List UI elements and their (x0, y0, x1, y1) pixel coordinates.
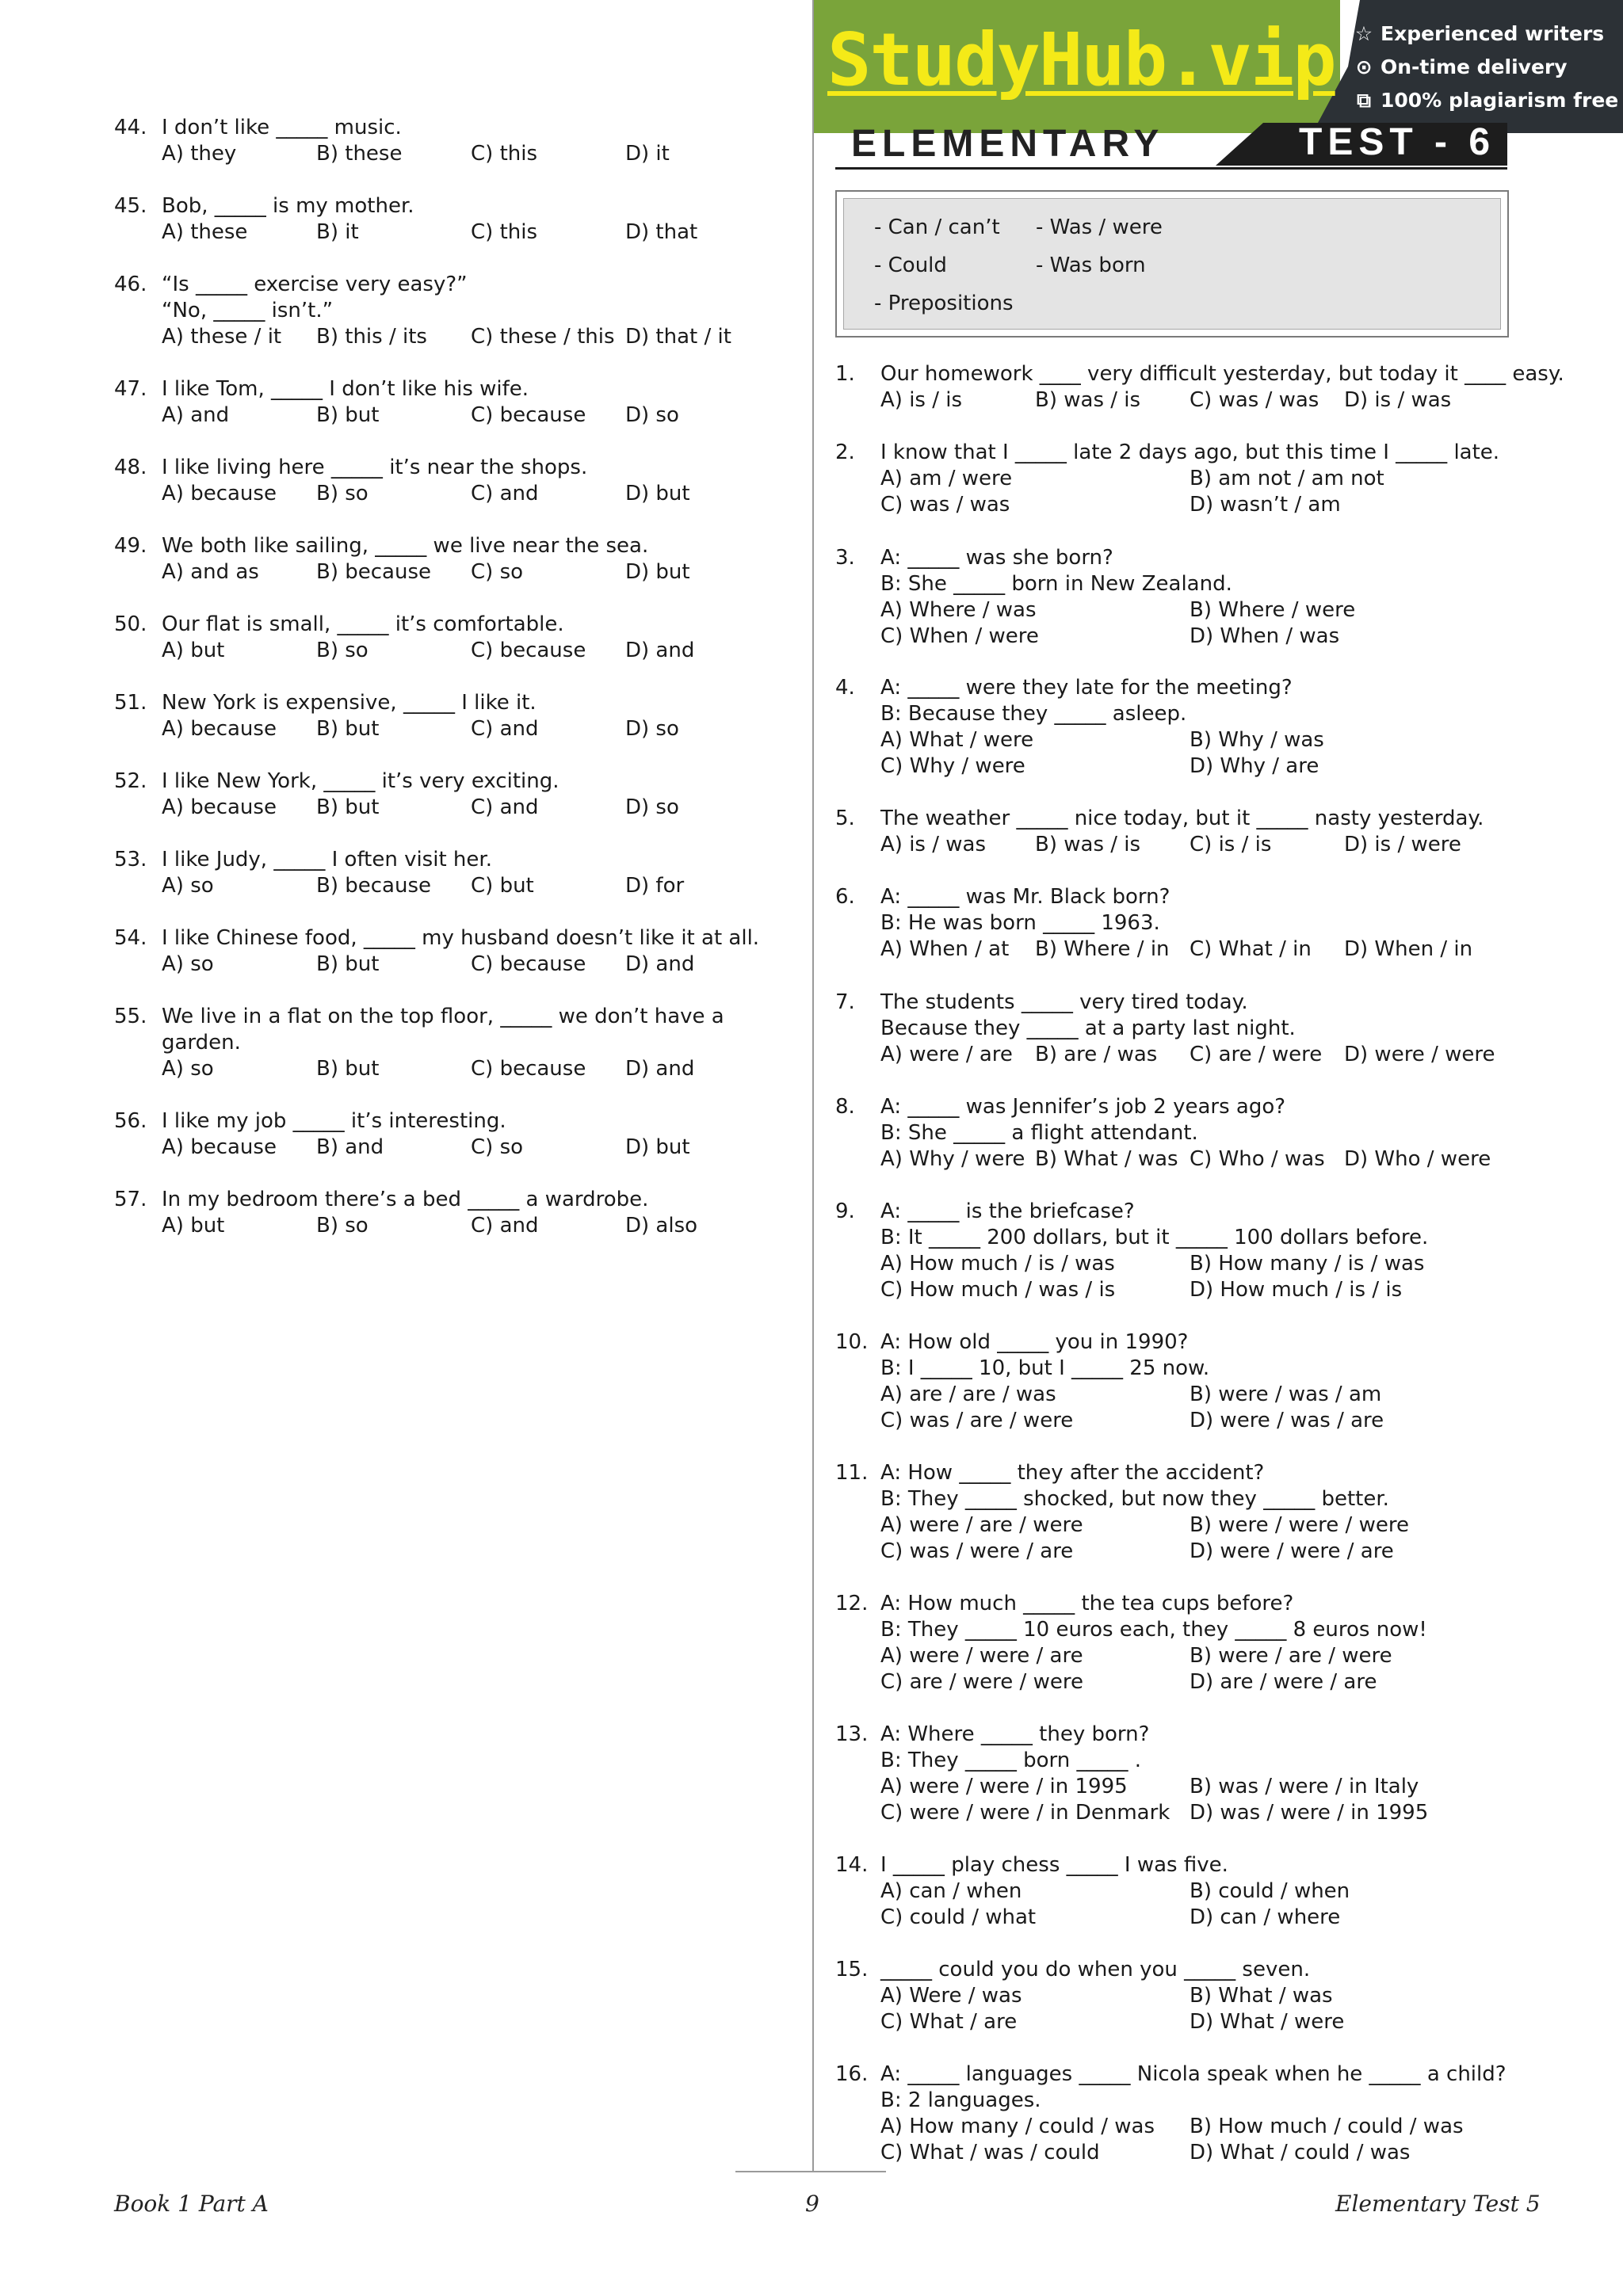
answer-option[interactable]: D) and (625, 952, 695, 976)
badge-plagiarism-free (1352, 89, 1618, 113)
answer-options (880, 1251, 1514, 1303)
answer-options (880, 1382, 1514, 1434)
answer-option[interactable]: B) Where / were (1190, 598, 1356, 622)
question-number: 10. (835, 1330, 869, 1354)
question-text: B: They _____ shocked, but now they _____ better. (880, 1487, 1389, 1511)
question-body (880, 806, 1514, 858)
answer-option[interactable]: C) When / were (880, 624, 1039, 648)
test-number-title: TEST - 6 (1299, 123, 1496, 163)
question-text: I know that I _____ late 2 days ago, but this time I _____ late. (880, 441, 1500, 464)
question-number: 47. (114, 377, 147, 401)
answer-option[interactable]: C) are / were / were (880, 1670, 1083, 1694)
studyhub-banner[interactable] (813, 0, 1623, 133)
answer-option[interactable]: D) is / were (1344, 833, 1461, 856)
answer-option[interactable]: C) What / in (1190, 937, 1312, 961)
question-number: 45. (114, 194, 147, 218)
answer-option[interactable]: A) because (162, 482, 277, 505)
footer-rule (735, 2171, 886, 2172)
answer-option[interactable]: A) because (162, 717, 277, 741)
answer-options (880, 1643, 1514, 1695)
answer-option[interactable]: B) were / were / were (1190, 1513, 1409, 1537)
answer-option[interactable]: C) and (471, 795, 539, 819)
question-text: A: _____ was she born? (880, 546, 1113, 570)
question-text: I like New York, _____ it’s very exciting. (162, 769, 559, 793)
answer-option[interactable]: A) were / are / were (880, 1513, 1083, 1537)
answer-option[interactable]: D) How much / is / is (1190, 1278, 1403, 1302)
answer-option[interactable]: B) What / was (1190, 1984, 1333, 2008)
question-body (880, 440, 1514, 518)
question-50 (114, 612, 780, 664)
question-53 (114, 847, 780, 899)
answer-option[interactable]: C) was / are / were (880, 1409, 1074, 1432)
question-text: B: She _____ a flight attendant. (880, 1121, 1198, 1145)
answer-options (880, 1146, 1514, 1173)
answer-option[interactable]: D) but (625, 1135, 690, 1159)
topic-item: - Was / were (1036, 215, 1163, 239)
answer-option[interactable]: B) were / was / am (1190, 1383, 1382, 1406)
answer-options (162, 559, 780, 585)
question-52 (114, 769, 780, 821)
answer-option[interactable]: C) so (471, 560, 524, 584)
answer-options (162, 1213, 780, 1239)
answer-option[interactable]: A) but (162, 639, 225, 662)
answer-option[interactable]: C) is / is (1190, 833, 1272, 856)
page-number: 9 (805, 2191, 819, 2217)
answer-option[interactable]: A) were / were / are (880, 1644, 1083, 1668)
question-text: I like Tom, _____ I don’t like his wife. (162, 377, 529, 401)
answer-option[interactable]: C) What / was / could (880, 2141, 1100, 2164)
question-text: B: I _____ 10, but I _____ 25 now. (880, 1356, 1210, 1380)
answer-option[interactable]: C) was / was (1190, 388, 1319, 412)
answer-option[interactable]: C) and (471, 717, 539, 741)
question-body (880, 1722, 1514, 1826)
question-text: We both like sailing, _____ we live near the sea. (162, 534, 649, 558)
answer-options (162, 795, 780, 821)
answer-options (880, 936, 1514, 963)
answer-option[interactable]: D) so (625, 717, 679, 741)
answer-option[interactable]: B) What / was (1035, 1147, 1178, 1171)
answer-options (162, 481, 780, 507)
answer-option[interactable]: B) How many / is / was (1190, 1252, 1425, 1276)
answer-options (162, 1135, 780, 1161)
question-body (880, 1591, 1514, 1695)
answer-option[interactable]: A) Why / were (880, 1147, 1025, 1171)
copy-icon: ⧉ (1357, 89, 1371, 112)
answer-option[interactable]: D) was / were / in 1995 (1190, 1801, 1429, 1825)
answer-option[interactable]: A) and as (162, 560, 259, 584)
star-icon: ☆ (1354, 22, 1373, 45)
answer-options (880, 1878, 1514, 1931)
question-text: B: They _____ 10 euros each, they _____ 8 euros now! (880, 1618, 1427, 1642)
question-number: 55. (114, 1005, 147, 1028)
answer-option[interactable]: B) am not / am not (1190, 467, 1384, 490)
question-text: A: _____ was Mr. Black born? (880, 885, 1170, 909)
question-text: A: _____ was Jennifer’s job 2 years ago? (880, 1095, 1286, 1119)
answer-option[interactable]: C) because (471, 1057, 586, 1081)
badge-text: On-time delivery (1381, 55, 1568, 78)
answer-option[interactable]: B) was / is (1035, 833, 1141, 856)
question-number: 3. (835, 546, 855, 570)
answer-option[interactable]: B) Why / was (1190, 728, 1324, 752)
answer-option[interactable]: C) are / were (1190, 1043, 1323, 1066)
answer-option[interactable]: A) and (162, 403, 230, 427)
question-number: 9. (835, 1199, 855, 1223)
answer-option[interactable]: B) this / its (316, 325, 427, 349)
answer-option[interactable]: B) so (316, 1214, 369, 1238)
question-text: Our flat is small, _____ it’s comfortable. (162, 612, 564, 636)
question-number: 1. (835, 362, 855, 386)
answer-options (880, 727, 1514, 780)
answer-option[interactable]: C) and (471, 482, 539, 505)
answer-option[interactable]: A) were / are (880, 1043, 1013, 1066)
answer-options (880, 1774, 1514, 1826)
question-number: 15. (835, 1958, 869, 1981)
question-text: The students _____ very tired today. (880, 990, 1248, 1014)
question-text: B: It _____ 200 dollars, but it _____ 100 dollars before. (880, 1226, 1429, 1249)
question-number: 16. (835, 2062, 869, 2086)
question-text: In my bedroom there’s a bed _____ a wardrobe. (162, 1188, 649, 1211)
question-48 (114, 455, 780, 507)
answer-option[interactable]: A) are / are / was (880, 1383, 1056, 1406)
badge-on-time-delivery (1352, 55, 1568, 79)
question-text: I don’t like _____ music. (162, 116, 402, 139)
answer-option[interactable]: C) could / what (880, 1905, 1037, 1929)
answer-option[interactable]: B) because (316, 874, 431, 898)
answer-options (162, 402, 780, 429)
question-46 (114, 272, 780, 350)
question-number: 56. (114, 1109, 147, 1133)
question-text: Bob, _____ is my mother. (162, 194, 414, 218)
question-text: I like Judy, _____ I often visit her. (162, 848, 492, 871)
answer-option[interactable]: D) that (625, 220, 698, 244)
answer-option[interactable]: D) When / was (1190, 624, 1340, 648)
answer-options (880, 597, 1514, 650)
badge-experienced-writers (1352, 22, 1604, 46)
answer-option[interactable]: D) were / was / are (1190, 1409, 1384, 1432)
question-body (880, 990, 1514, 1068)
answer-option[interactable]: C) these / this (471, 325, 615, 349)
answer-option[interactable]: A) these (162, 220, 248, 244)
question-text: The weather _____ nice today, but it _____ nasty yesterday. (880, 807, 1484, 830)
question-body (880, 1852, 1514, 1931)
answer-options (880, 2114, 1514, 2166)
answer-options (880, 832, 1514, 858)
answer-options (162, 873, 780, 899)
question-number: 11. (835, 1461, 869, 1485)
answer-option[interactable]: D) so (625, 795, 679, 819)
topic-item: - Can / can’t (874, 215, 1000, 239)
topic-item: - Was born (1036, 254, 1146, 277)
question-body (880, 1199, 1514, 1303)
answer-option[interactable]: B) but (316, 952, 380, 976)
answer-option[interactable]: D) were / were / are (1190, 1539, 1394, 1563)
question-text: A: How much _____ the tea cups before? (880, 1592, 1294, 1615)
question-body (880, 884, 1514, 963)
answer-option[interactable]: C) but (471, 874, 534, 898)
answer-option[interactable]: B) so (316, 482, 369, 505)
answer-option[interactable]: A) so (162, 952, 214, 976)
question-text: B: They _____ born _____ . (880, 1749, 1142, 1772)
question-body (880, 1094, 1514, 1173)
answer-option[interactable]: B) was / were / in Italy (1190, 1775, 1419, 1798)
answer-option[interactable]: A) were / were / in 1995 (880, 1775, 1128, 1798)
answer-option[interactable]: B) could / when (1190, 1879, 1350, 1903)
question-text: I like living here _____ it’s near the shops. (162, 456, 588, 479)
badge-text: 100% plagiarism free (1381, 89, 1619, 112)
question-text: B: She _____ born in New Zealand. (880, 572, 1232, 596)
answer-option[interactable]: C) was / were / are (880, 1539, 1074, 1563)
answer-option[interactable]: A) am / were (880, 467, 1013, 490)
answer-option[interactable]: A) can / when (880, 1879, 1022, 1903)
topics-inner (843, 198, 1501, 330)
question-number: 49. (114, 534, 147, 558)
question-49 (114, 533, 780, 585)
question-text: A: _____ languages _____ Nicola speak when he _____ a child? (880, 2062, 1507, 2086)
answer-option[interactable]: A) so (162, 1057, 214, 1081)
answer-option[interactable]: B) so (316, 639, 369, 662)
question-57 (114, 1187, 780, 1239)
question-text: A: How old _____ you in 1990? (880, 1330, 1189, 1354)
answer-option[interactable]: A) Were / was (880, 1984, 1022, 2008)
answer-option[interactable]: D) and (625, 639, 695, 662)
answer-option[interactable]: A) so (162, 874, 214, 898)
column-divider (812, 0, 814, 2171)
question-number: 8. (835, 1095, 855, 1119)
question-body (880, 361, 1564, 414)
answer-options (880, 1983, 1514, 2035)
answer-option[interactable]: D) were / were (1344, 1043, 1495, 1066)
answer-option[interactable]: B) were / are / were (1190, 1644, 1392, 1668)
answer-option[interactable]: B) Where / in (1035, 937, 1170, 961)
question-text: Because they _____ at a party last night. (880, 1016, 1296, 1040)
answer-option[interactable]: C) so (471, 1135, 524, 1159)
answer-option[interactable]: D) but (625, 482, 690, 505)
answer-option[interactable]: C) What / are (880, 2010, 1018, 2034)
question-number: 52. (114, 769, 147, 793)
question-body (880, 2061, 1514, 2166)
question-number: 6. (835, 885, 855, 909)
answer-option[interactable]: C) because (471, 952, 586, 976)
answer-option[interactable]: C) this (471, 142, 538, 166)
answer-option[interactable]: B) but (316, 717, 380, 741)
topic-item: - Prepositions (874, 292, 1014, 315)
footer-book-label: Book 1 Part A (114, 2191, 269, 2217)
answer-option[interactable]: B) was / is (1035, 388, 1141, 412)
answer-option[interactable]: D) When / in (1344, 937, 1473, 961)
answer-option[interactable]: C) because (471, 639, 586, 662)
answer-option[interactable]: D) are / were / are (1190, 1670, 1377, 1694)
answer-option[interactable]: A) but (162, 1214, 225, 1238)
question-number: 50. (114, 612, 147, 636)
question-body (880, 1329, 1514, 1434)
question-text: I like Chinese food, _____ my husband doesn’t like it at all. (162, 926, 760, 950)
answer-options (162, 1056, 780, 1082)
answer-option[interactable]: A) because (162, 1135, 277, 1159)
question-56 (114, 1108, 780, 1161)
answer-option[interactable]: D) What / were (1190, 2010, 1345, 2034)
question-number: 14. (835, 1853, 869, 1877)
question-body (880, 1460, 1514, 1565)
answer-option[interactable]: D) it (625, 142, 670, 166)
question-text: New York is expensive, _____ I like it. (162, 691, 537, 715)
answer-option[interactable]: D) What / could / was (1190, 2141, 1411, 2164)
question-text: I like my job _____ it’s interesting. (162, 1109, 506, 1133)
question-44 (114, 115, 780, 167)
answer-option[interactable]: C) Who / was (1190, 1147, 1325, 1171)
question-text: I _____ play chess _____ I was five. (880, 1853, 1228, 1877)
brand-logo[interactable]: StudyHub.vip (827, 17, 1335, 102)
answer-option[interactable]: D) so (625, 403, 679, 427)
answer-options (880, 387, 1514, 414)
answer-option[interactable]: B) because (316, 560, 431, 584)
question-body (880, 545, 1514, 650)
answer-option[interactable]: D) and (625, 1057, 695, 1081)
answer-option[interactable]: B) it (316, 220, 359, 244)
question-number: 44. (114, 116, 147, 139)
question-number: 46. (114, 273, 147, 296)
answer-option[interactable]: C) was / was (880, 493, 1010, 517)
answer-options (880, 1042, 1514, 1068)
answer-options (880, 1512, 1514, 1565)
answer-options (162, 324, 780, 350)
answer-option[interactable]: C) were / were / in Denmark (880, 1801, 1170, 1825)
question-body (880, 1957, 1514, 2035)
badge-text: Experienced writers (1381, 22, 1605, 45)
answer-option[interactable]: A) these / it (162, 325, 282, 349)
answer-option[interactable]: D) Why / are (1190, 754, 1319, 778)
answer-option[interactable]: C) this (471, 220, 538, 244)
level-title: ELEMENTARY (851, 123, 1165, 165)
answer-option[interactable]: D) Who / were (1344, 1147, 1491, 1171)
answer-option[interactable]: D) for (625, 874, 685, 898)
answer-option[interactable]: D) but (625, 560, 690, 584)
question-text: “No, _____ isn’t.” (162, 299, 334, 322)
answer-option[interactable]: A) When / at (880, 937, 1010, 961)
answer-option[interactable]: D) that / it (625, 325, 731, 349)
question-number: 51. (114, 691, 147, 715)
question-text: Our homework ____ very difficult yesterday, but today it ____ easy. (880, 362, 1564, 386)
answer-option[interactable]: C) and (471, 1214, 539, 1238)
question-54 (114, 925, 780, 978)
answer-option[interactable]: A) they (162, 142, 237, 166)
question-number: 12. (835, 1592, 869, 1615)
question-55 (114, 1004, 780, 1082)
answer-option[interactable]: D) wasn’t / am (1190, 493, 1341, 517)
question-number: 5. (835, 807, 855, 830)
question-body (880, 675, 1514, 780)
answer-option[interactable]: A) What / were (880, 728, 1034, 752)
answer-option[interactable]: D) is / was (1344, 388, 1452, 412)
answer-option[interactable]: B) How much / could / was (1190, 2115, 1464, 2138)
answer-option[interactable]: B) and (316, 1135, 384, 1159)
answer-option[interactable]: D) also (625, 1214, 698, 1238)
question-number: 53. (114, 848, 147, 871)
clock-icon: ⊙ (1355, 55, 1373, 78)
question-51 (114, 690, 780, 742)
answer-options (162, 219, 780, 246)
topics-box (835, 190, 1509, 338)
question-number: 7. (835, 990, 855, 1014)
answer-options (162, 141, 780, 167)
question-text: _____ could you do when you _____ seven. (880, 1958, 1311, 1981)
question-text: We live in a flat on the top floor, _____ we don’t have a garden. (162, 1005, 724, 1055)
answer-option[interactable]: B) but (316, 403, 380, 427)
answer-options (162, 638, 780, 664)
answer-option[interactable]: A) How much / is / was (880, 1252, 1115, 1276)
answer-option[interactable]: C) Why / were (880, 754, 1025, 778)
question-text: B: 2 languages. (880, 2088, 1041, 2112)
question-number: 13. (835, 1722, 869, 1746)
question-number: 2. (835, 441, 855, 464)
question-text: A: Where _____ they born? (880, 1722, 1150, 1746)
answer-options (880, 466, 1514, 518)
footer-test-label: Elementary Test 5 (1335, 2191, 1541, 2217)
answer-option[interactable]: C) How much / was / is (880, 1278, 1116, 1302)
title-rule (835, 167, 1507, 170)
answer-option[interactable]: B) but (316, 1057, 380, 1081)
question-number: 57. (114, 1188, 147, 1211)
question-45 (114, 193, 780, 246)
question-text: B: Because they _____ asleep. (880, 702, 1187, 726)
answer-options (162, 952, 780, 978)
answer-option[interactable]: D) can / where (1190, 1905, 1341, 1929)
question-47 (114, 376, 780, 429)
question-text: A: How _____ they after the accident? (880, 1461, 1265, 1485)
answer-options (162, 716, 780, 742)
left-question-column (114, 115, 780, 1265)
answer-option[interactable]: B) are / was (1035, 1043, 1158, 1066)
answer-option[interactable]: A) Where / was (880, 598, 1037, 622)
answer-option[interactable]: A) because (162, 795, 277, 819)
test-title-bar (835, 123, 1507, 169)
question-number: 48. (114, 456, 147, 479)
answer-option[interactable]: A) How many / could / was (880, 2115, 1155, 2138)
answer-option[interactable]: A) is / is (880, 388, 963, 412)
answer-option[interactable]: B) these (316, 142, 403, 166)
answer-option[interactable]: C) because (471, 403, 586, 427)
question-text: A: _____ is the briefcase? (880, 1199, 1135, 1223)
question-text: A: _____ were they late for the meeting? (880, 676, 1293, 700)
answer-option[interactable]: B) but (316, 795, 380, 819)
topic-item: - Could (874, 254, 947, 277)
answer-option[interactable]: A) is / was (880, 833, 986, 856)
question-text: B: He was born _____ 1963. (880, 911, 1160, 935)
question-number: 54. (114, 926, 147, 950)
question-number: 4. (835, 676, 855, 700)
question-text: “Is _____ exercise very easy?” (162, 273, 468, 296)
